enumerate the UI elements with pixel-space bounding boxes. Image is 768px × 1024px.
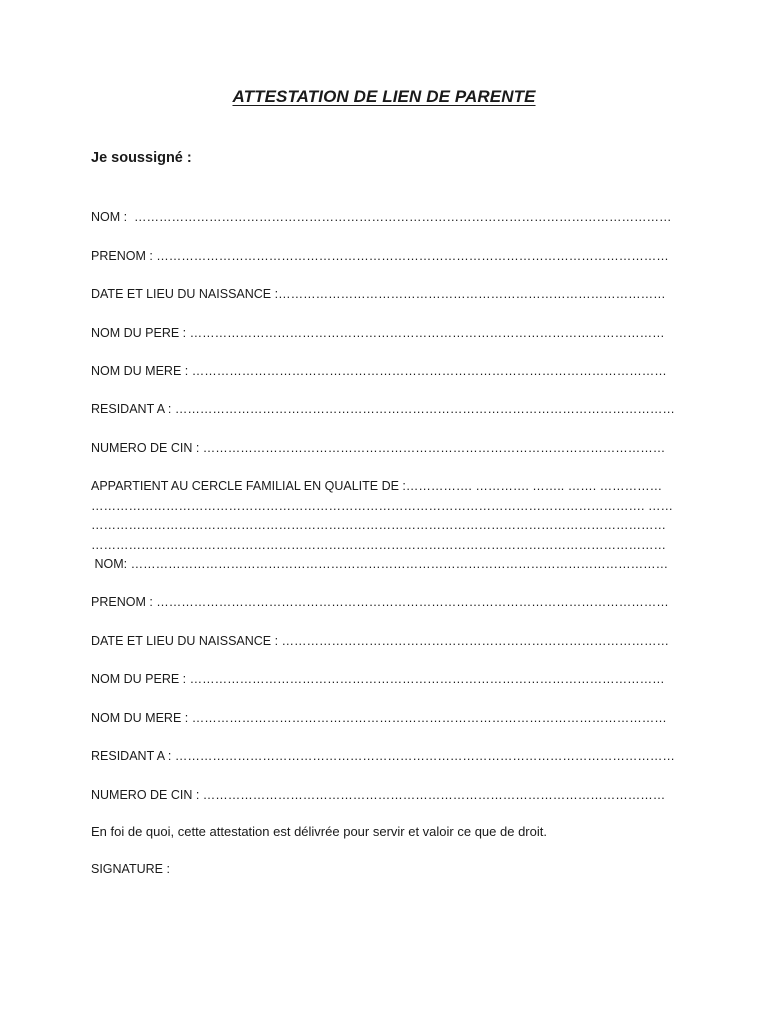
closing-statement: En foi de quoi, cette attestation est délivrée pour servir et valoir ce que de droit. (91, 824, 547, 839)
appartient-line-3: ………………………………………………………………………………………………………………………… (91, 518, 666, 532)
person2-nom-pere-field: NOM DU PERE : …………………………………………………………………………………………………… (91, 672, 665, 686)
appartient-line-2: ……………………………………………………………………………………………………………………. …… (91, 499, 673, 513)
person1-nom-field: NOM : ………………………………………………………………………………………………………………… (91, 210, 672, 224)
person1-nom-mere-field: NOM DU MERE : …………………………………………………………………………………………………… (91, 364, 667, 378)
person2-residant-field: RESIDANT A : ………………………………………………………………………………………………………… (91, 749, 675, 763)
signature-label: SIGNATURE : (91, 862, 170, 876)
intro-text: Je soussigné : (91, 150, 192, 166)
person1-prenom-field: PRENOM : …………………………………………………………………………………………………………… (91, 249, 669, 263)
person1-residant-field: RESIDANT A : ………………………………………………………………………………………………………… (91, 402, 675, 416)
person2-numero-cin-field: NUMERO DE CIN : ………………………………………………………………………………………………… (91, 788, 666, 802)
person2-prenom-field: PRENOM : …………………………………………………………………………………………………………… (91, 595, 669, 609)
person2-nom-mere-field: NOM DU MERE : …………………………………………………………………………………………………… (91, 711, 667, 725)
person1-numero-cin-field: NUMERO DE CIN : ………………………………………………………………………………………………… (91, 441, 666, 455)
document-title: ATTESTATION DE LIEN DE PARENTE (232, 87, 536, 106)
appartient-line-4: ………………………………………………………………………………………………………………………… (91, 538, 666, 552)
person1-date-lieu-field: DATE ET LIEU DU NAISSANCE :………………………………………………………………………………… (91, 287, 666, 301)
person2-date-lieu-field: DATE ET LIEU DU NAISSANCE : ………………………………………………………………………………… (91, 634, 670, 648)
person2-nom-field: NOM: ………………………………………………………………………………………………………………… (91, 557, 669, 571)
appartient-line-1: APPARTIENT AU CERCLE FAMILIAL EN QUALITE DE :……………. …………. …….. ……. …………… (91, 479, 663, 493)
person1-nom-pere-field: NOM DU PERE : …………………………………………………………………………………………………… (91, 326, 665, 340)
